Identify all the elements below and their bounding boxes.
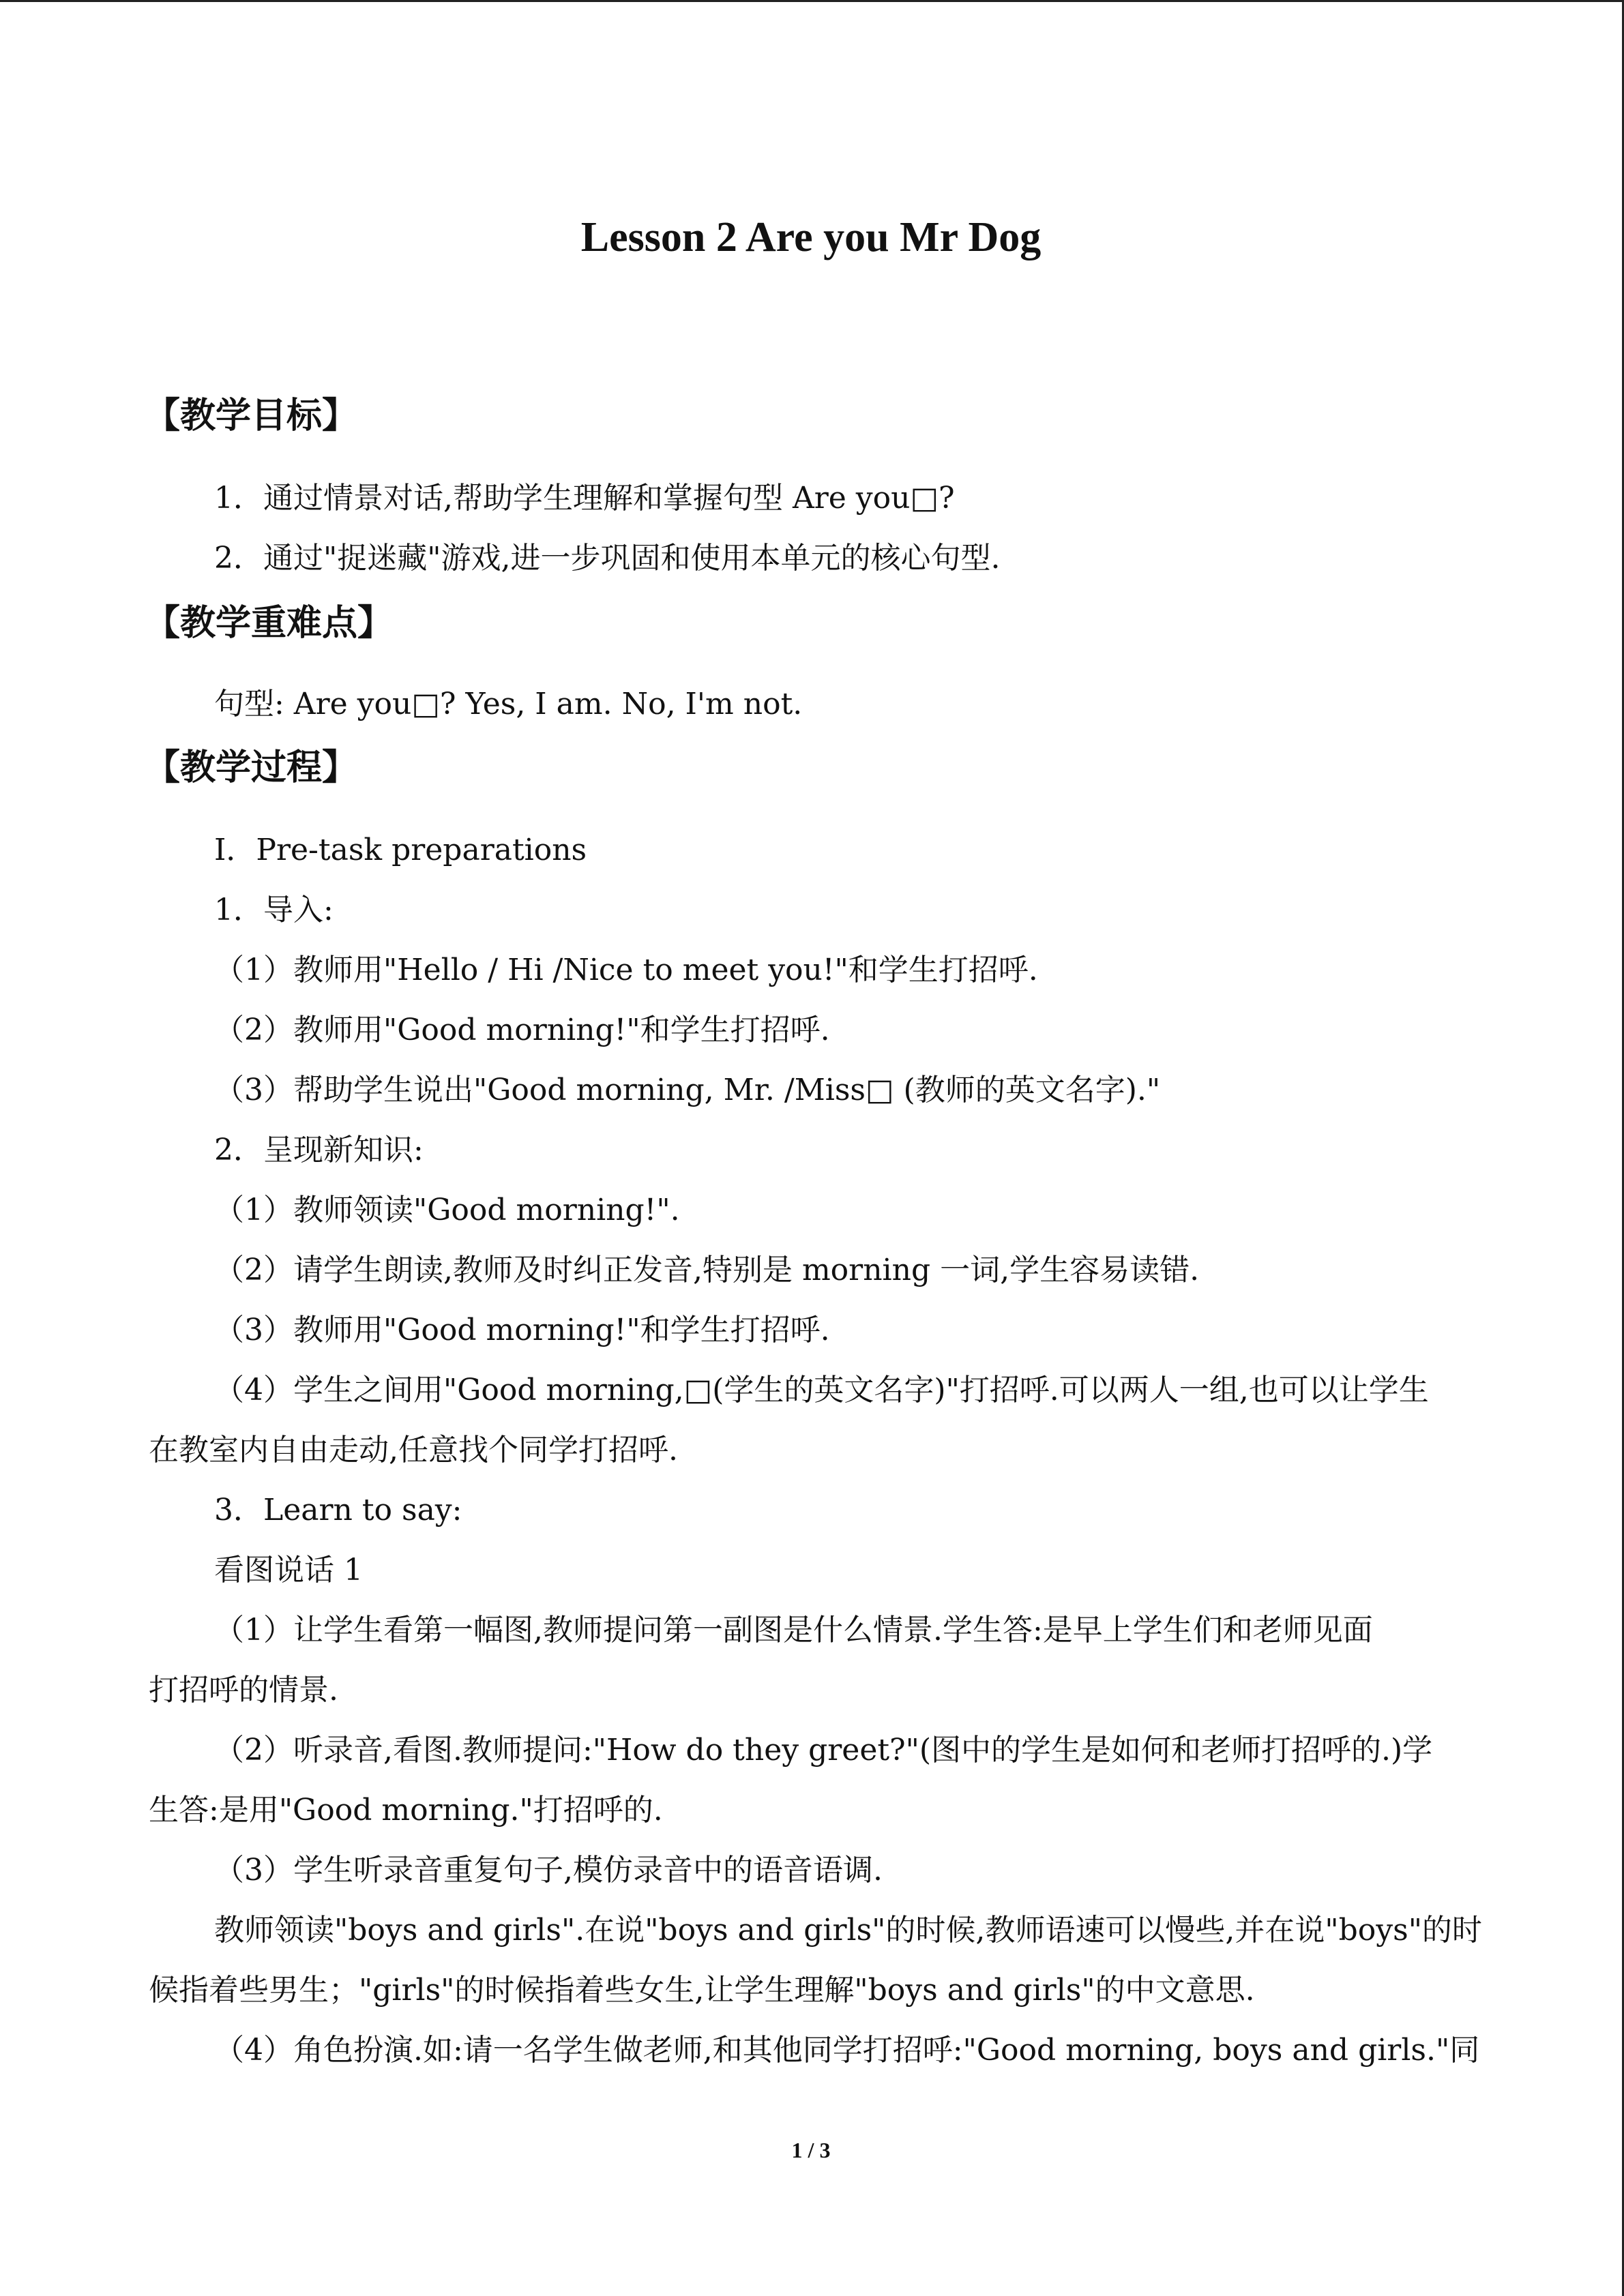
process-line: Ⅰ．Pre-task preparations	[214, 833, 587, 867]
process-line: 候指着些男生；"girls"的时候指着些女生,让学生理解"boys and girls"的中文意思.	[149, 1973, 1255, 2008]
process-line: 打招呼的情景.	[149, 1673, 338, 1708]
process-line: （2）请学生朗读,教师及时纠正发音,特别是 morning 一词,学生容易读错.	[214, 1253, 1200, 1287]
heading-process: 【教学过程】	[145, 747, 358, 788]
process-line: 2．呈现新知识:	[214, 1133, 424, 1167]
process-line: （1）让学生看第一幅图,教师提问第一副图是什么情景.学生答:是早上学生们和老师见面	[214, 1613, 1373, 1648]
process-line: （3）学生听录音重复句子,模仿录音中的语音语调.	[214, 1853, 883, 1888]
process-line: （1）教师用"Hello / Hi /Nice to meet you!"和学生打招呼.	[214, 953, 1038, 987]
process-line: （1）教师领读"Good morning!".	[214, 1193, 680, 1227]
document-title: Lesson 2 Are you Mr Dog	[580, 214, 1042, 260]
process-line: 看图说话 1	[214, 1553, 363, 1587]
process-line: 3．Learn to say:	[214, 1493, 462, 1527]
process-line: （2）听录音,看图.教师提问:"How do they greet?"(图中的学生是如何和老师打招呼的.)学	[214, 1733, 1433, 1768]
process-line: （3）帮助学生说出"Good morning, Mr. /Miss□ (教师的英文名字)."	[214, 1073, 1161, 1107]
heading-objectives: 【教学目标】	[145, 396, 358, 436]
heading-key-points: 【教学重难点】	[145, 603, 394, 644]
page-number: 1 / 3	[791, 2138, 831, 2162]
process-line: 在教室内自由走动,任意找个同学打招呼.	[149, 1433, 678, 1467]
process-line: （3）教师用"Good morning!"和学生打招呼.	[214, 1313, 830, 1347]
process-line: 生答:是用"Good morning."打招呼的.	[149, 1793, 663, 1828]
process-line: （2）教师用"Good morning!"和学生打招呼.	[214, 1013, 830, 1047]
objective-item-1: 1．通过情景对话,帮助学生理解和掌握句型 Are you□?	[214, 481, 955, 516]
process-line: （4）学生之间用"Good morning,□(学生的英文名字)"打招呼.可以两人一组,也可以让学生	[214, 1373, 1429, 1407]
process-line: （4）角色扮演.如:请一名学生做老师,和其他同学打招呼:"Good morning, boys and girls."同	[214, 2033, 1480, 2068]
process-line: 1．导入:	[214, 893, 334, 927]
objective-item-2: 2．通过"捉迷藏"游戏,进一步巩固和使用本单元的核心句型.	[214, 541, 1001, 576]
process-line: 教师领读"boys and girls".在说"boys and girls"的时候,教师语速可以慢些,并在说"boys"的时	[214, 1913, 1482, 1948]
key-point-item-1: 句型: Are you□? Yes, I am. No, I'm not.	[214, 687, 803, 721]
